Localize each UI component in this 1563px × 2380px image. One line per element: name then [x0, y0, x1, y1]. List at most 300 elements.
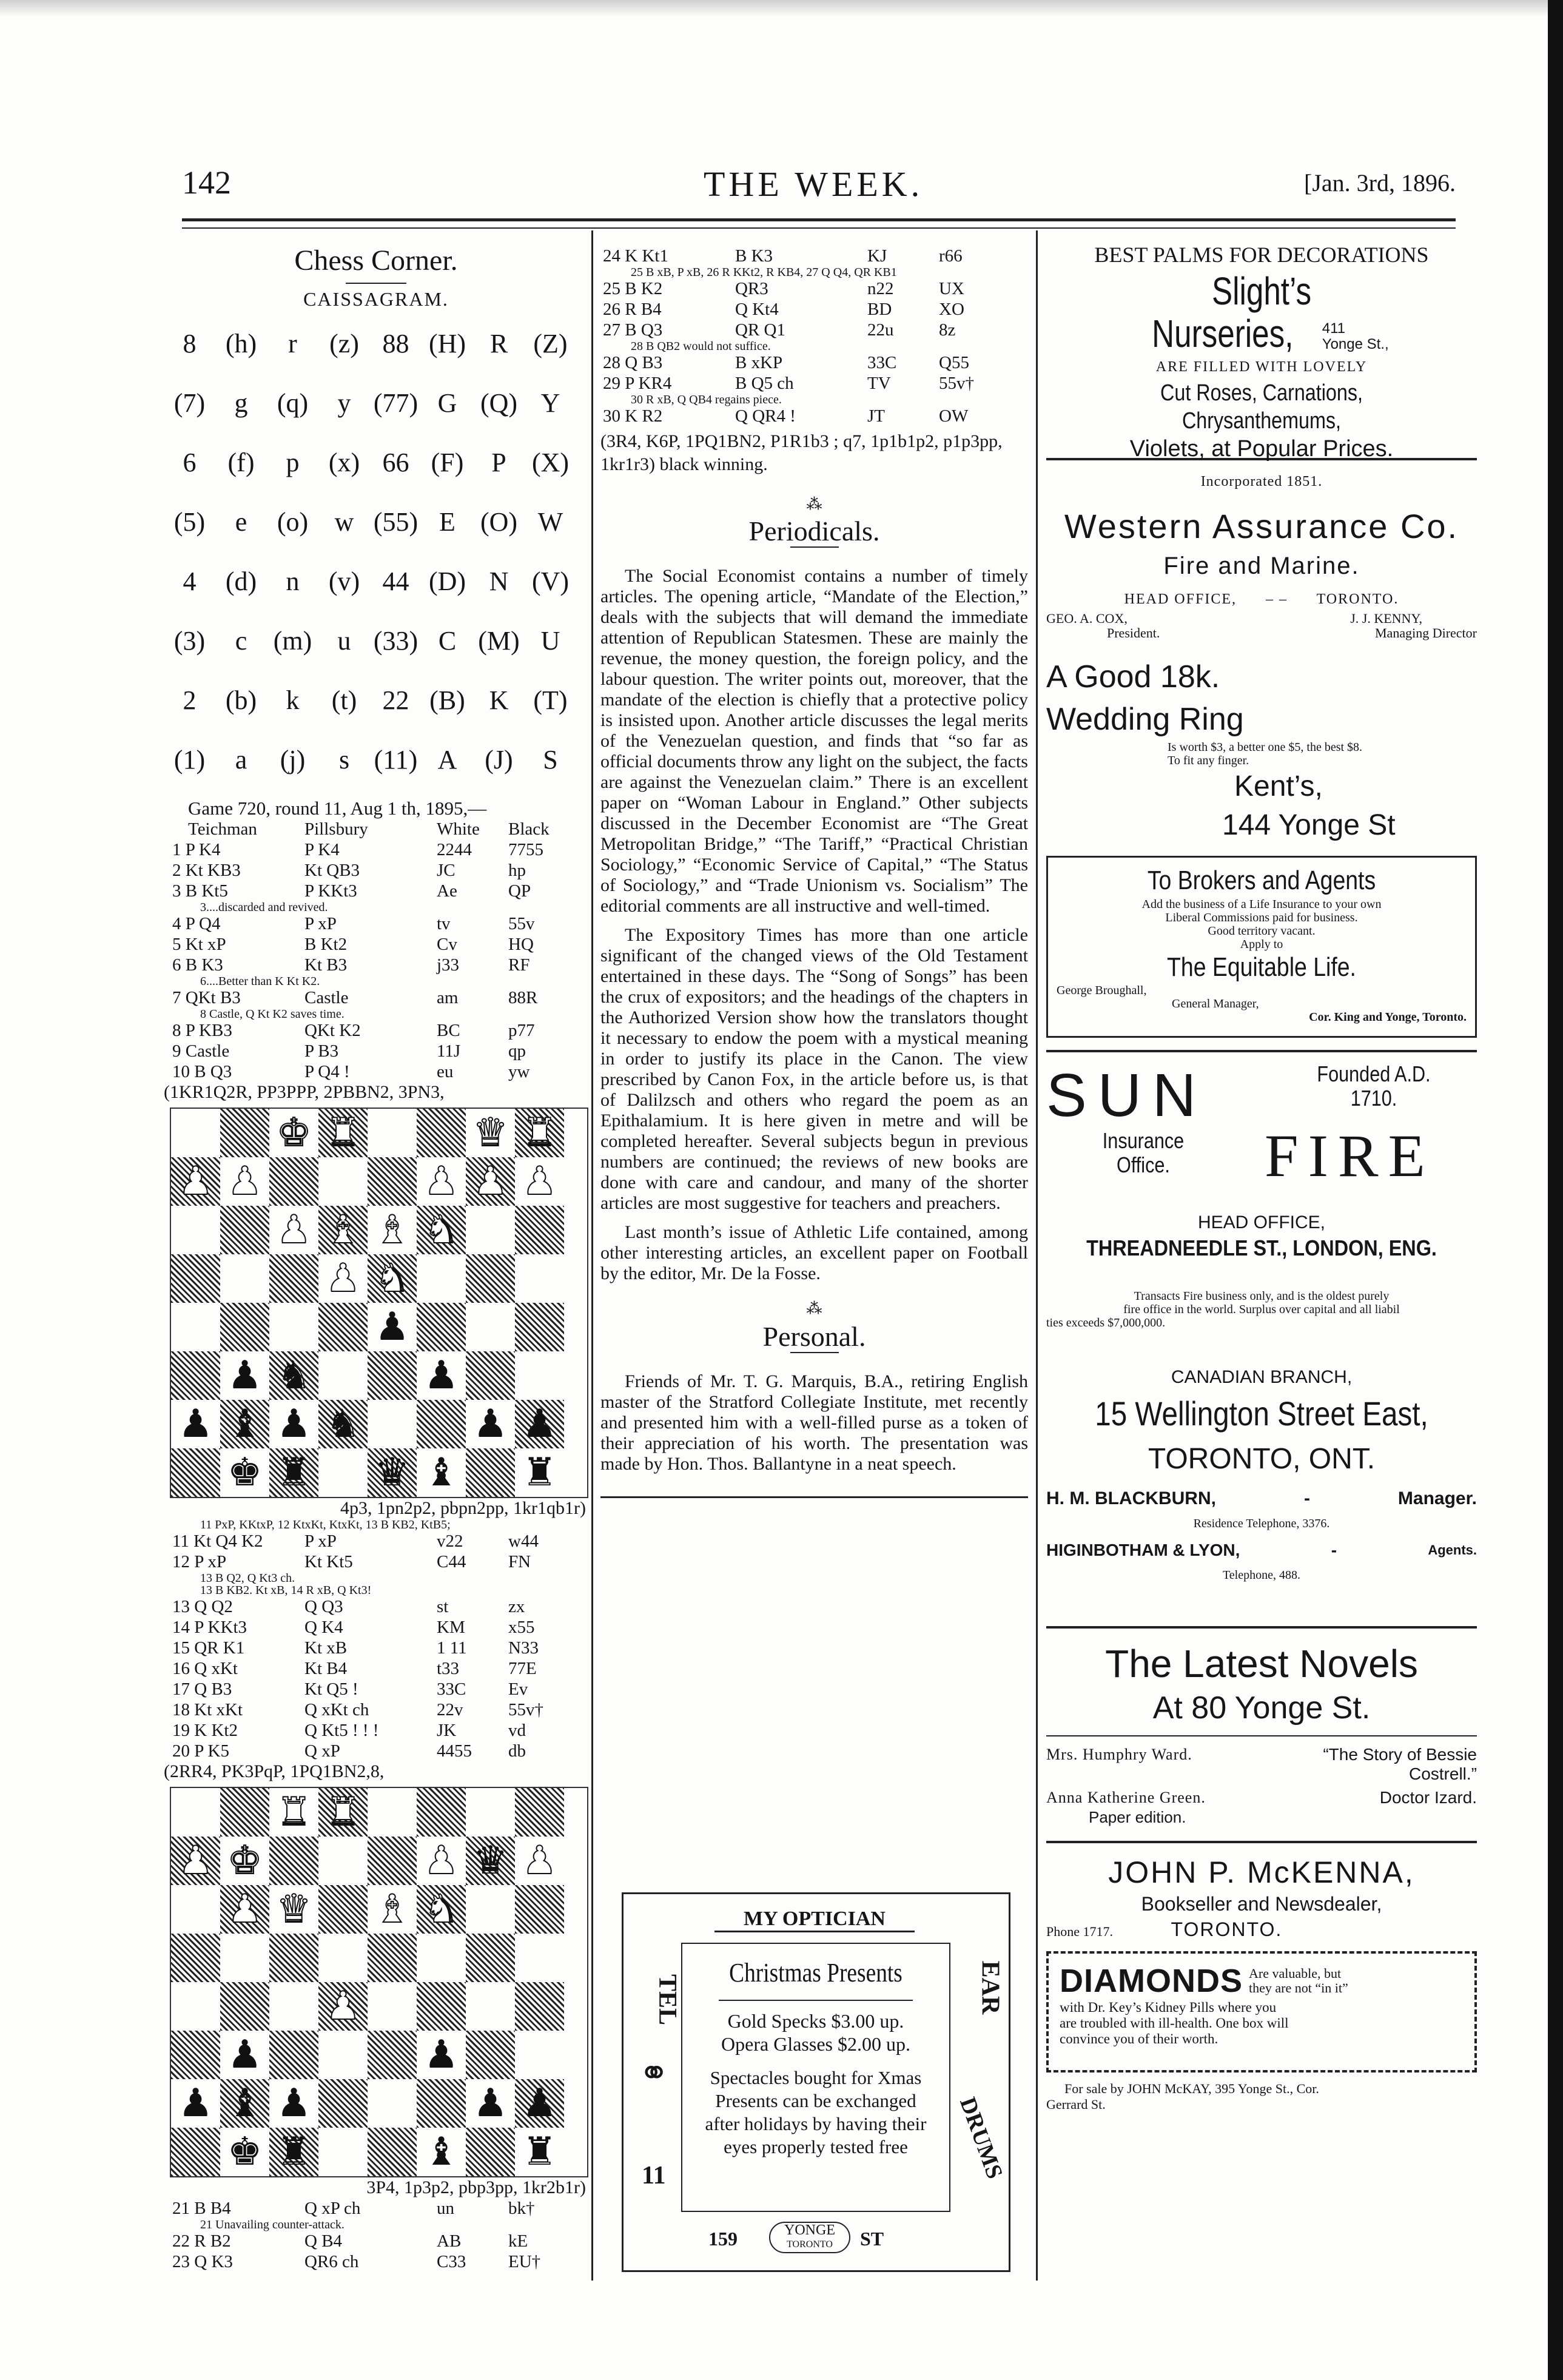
board-square: [368, 1788, 417, 1837]
sun-terms-2: fire office in the world. Surplus over capital and all liabil: [1123, 1303, 1400, 1316]
board-square: [318, 2128, 368, 2176]
black-code: hp: [508, 861, 526, 880]
white-code: 33C: [867, 353, 897, 372]
ad-rule-3: [1046, 1626, 1477, 1629]
board-square: [368, 2079, 417, 2128]
brokers-company: The Equitable Life.: [1167, 952, 1356, 982]
palms-name-row: [1046, 312, 1477, 355]
column-end-rule: [600, 1496, 1028, 1498]
caissagram-cell: (z): [329, 329, 359, 358]
board-square: [171, 2128, 220, 2176]
board-square: [318, 1448, 368, 1497]
board-square: [417, 1303, 466, 1351]
brokers-line-4: Apply to: [1240, 938, 1283, 951]
move-row: [600, 246, 976, 266]
optician-city: TORONTO: [787, 2239, 833, 2250]
mckenna-footer: [1046, 1917, 1477, 1944]
board-square: [515, 2031, 564, 2079]
optician-title: Christmas Presents: [729, 1958, 903, 1988]
board-square: [515, 1254, 564, 1303]
board-square: [515, 1157, 564, 1206]
black-code: qp: [508, 1041, 526, 1061]
board-square: [368, 1885, 417, 1934]
western-director-name: J. J. KENNY,: [1350, 611, 1422, 626]
caissagram-cell: 2: [183, 685, 197, 715]
board-square: [171, 1837, 220, 1885]
black-move: Q xP: [304, 1741, 340, 1761]
board-square: [318, 1351, 368, 1400]
white-code: eu: [437, 1062, 454, 1081]
black-bishop-icon: ♝: [423, 2130, 459, 2174]
move-row: [170, 955, 552, 975]
moves-table-1: [170, 819, 552, 1082]
white-pawn-icon: ♟: [423, 1159, 459, 1204]
black-code: 55v†: [939, 374, 974, 393]
optician-body: Spectacles bought for Xmas Presents can be exchanged after holidays by having their eyes properly tested free: [705, 2067, 927, 2157]
sun-word: SUN: [1046, 1061, 1208, 1129]
white-pawn-icon: ♟: [178, 1159, 213, 1204]
black-move: Kt QB3: [304, 861, 360, 880]
caissagram-grid: [164, 314, 588, 790]
black-code: 55v†: [508, 1700, 543, 1719]
white-pawn-icon: ♟: [227, 1159, 263, 1204]
white-move: 10 B Q3: [172, 1062, 232, 1081]
board-square: [417, 1206, 466, 1254]
optician-ear: EAR: [976, 1960, 1004, 2015]
white-move: 3 B Kt5: [172, 881, 228, 901]
black-code: 55v: [508, 914, 535, 933]
brokers-line-7: General Manager,: [1172, 997, 1259, 1010]
black-king-icon: ♚: [227, 1450, 263, 1495]
white-bishop-icon: ♝: [325, 1208, 361, 1252]
move-row: [170, 1596, 546, 1617]
ring-line-1: A Good 18k.: [1046, 659, 1220, 694]
white-move: 17 Q B3: [172, 1679, 232, 1699]
caissagram-cell: n: [286, 566, 300, 596]
board-square: [417, 1254, 466, 1303]
board-square: [318, 1934, 368, 1982]
optician-ad: [622, 1892, 1010, 2272]
move-note: 13 B Q2, Q Kt3 ch.: [200, 1572, 295, 1585]
western-president-name: GEO. A. COX,: [1046, 611, 1128, 626]
white-move: 19 K Kt2: [172, 1721, 238, 1740]
mckenna-subtitle: Bookseller and Newsdealer,: [1141, 1893, 1382, 1915]
caissagram-cell: 66: [382, 448, 409, 477]
white-code: TV: [867, 374, 891, 393]
board-square: [171, 1400, 220, 1448]
western-incorporated: Incorporated 1851.: [1200, 474, 1323, 489]
white-move: 23 Q K3: [172, 2252, 233, 2271]
black-code: N33: [508, 1638, 539, 1658]
board-square: [515, 2079, 564, 2128]
white-code: 22v: [437, 1700, 463, 1719]
black-move: P B3: [304, 1041, 339, 1061]
optician-number: 159: [708, 2228, 738, 2250]
white-pawn-icon: ♟: [423, 1838, 459, 1883]
black-code: yw: [508, 1062, 530, 1081]
white-code: st: [437, 1597, 449, 1616]
caissagram-cell: 8: [183, 329, 197, 358]
black-knight-icon: ♞: [276, 1353, 312, 1398]
novels-rule: [1046, 1735, 1477, 1736]
board-square: [220, 1934, 269, 1982]
white-move: 22 R B2: [172, 2231, 231, 2251]
board-square: [220, 1448, 269, 1497]
white-knight-icon: ♞: [423, 1208, 459, 1252]
diamonds-tagline: [1249, 1966, 1348, 1995]
caissagram-cell: (m): [273, 626, 312, 656]
white-move: 9 Castle: [172, 1041, 230, 1061]
move-note: 28 B QB2 would not suffice.: [631, 340, 771, 353]
black-move: Castle: [304, 988, 349, 1007]
caissagram-cell: (v): [328, 566, 360, 596]
caissagram-cell: c: [235, 626, 247, 656]
white-move: 1 P K4: [172, 840, 221, 859]
sun-telephone: Telephone, 488.: [1222, 1568, 1300, 1582]
novels-author-1: Mrs. Humphry Ward.: [1046, 1746, 1192, 1763]
caissagram-cell: (x): [328, 448, 360, 477]
board-square: [466, 1254, 515, 1303]
black-pawn-icon: ♟: [227, 2032, 263, 2077]
white-move: 11 Kt Q4 K2: [172, 1531, 263, 1551]
sun-manager: [1046, 1487, 1477, 1511]
black-code: bk†: [508, 2199, 535, 2218]
optician-street: YONGE: [784, 2222, 835, 2238]
black-code: Q55: [939, 353, 969, 372]
ring-ad: [1046, 656, 1477, 856]
white-code: 1 11: [437, 1638, 467, 1658]
white-code: KJ: [867, 246, 887, 266]
white-pawn-icon: ♟: [522, 1838, 557, 1883]
caissagram-cell: (33): [373, 626, 418, 656]
black-move: Q Kt4: [735, 300, 779, 319]
caissagram-cell: Y: [540, 388, 560, 418]
white-move: 30 K R2: [603, 406, 663, 426]
board-square: [269, 1157, 318, 1206]
white-move: 25 B K2: [603, 279, 663, 298]
sun-agents-title: Agents.: [1428, 1542, 1477, 1558]
black-code: Ev: [508, 1679, 528, 1699]
black-code: kE: [508, 2231, 528, 2251]
chess-corner: [164, 243, 588, 2272]
brokers-line-3: Good territory vacant.: [1208, 924, 1316, 938]
white-code: JT: [867, 406, 885, 426]
board-square: [220, 1351, 269, 1400]
white-code: 4455: [437, 1741, 472, 1761]
caissagram-cell: 4: [183, 566, 197, 596]
move-row: [170, 1020, 552, 1041]
caissagram-cell: 22: [382, 685, 409, 715]
novels-ad: [1046, 1641, 1477, 1841]
white-move: 29 P KR4: [603, 374, 672, 393]
white-move: 12 P xP: [172, 1552, 227, 1572]
brokers-title: To Brokers and Agents: [1147, 866, 1376, 895]
black-pawn-icon: ♟: [276, 2081, 312, 2126]
white-code: Cv: [437, 935, 457, 954]
board-square: [466, 1448, 515, 1497]
optician-tel-num: 11: [642, 2162, 666, 2190]
diamonds-line-5: convince you of their worth.: [1060, 2031, 1218, 2046]
black-move: B Q5 ch: [735, 374, 794, 393]
black-move: Q xKt ch: [304, 1700, 369, 1719]
black-king-icon: ♚: [227, 2130, 263, 2174]
board-square: [417, 1837, 466, 1885]
move-note-row: [170, 1584, 546, 1596]
board-square: [318, 1157, 368, 1206]
page-number: 142: [182, 164, 231, 201]
caissagram-cell: (q): [277, 388, 309, 418]
black-move: Kt xB: [304, 1638, 348, 1658]
board-square: [515, 1206, 564, 1254]
white-bishop-icon: ♝: [374, 1208, 410, 1252]
white-rook-icon: ♜: [522, 1111, 557, 1155]
white-queen-icon: ♛: [276, 1887, 312, 1932]
move-row: [170, 1617, 546, 1638]
white-pawn-icon: ♟: [276, 1208, 312, 1252]
novels-line-2: At 80 Yonge St.: [1152, 1690, 1371, 1726]
board-square: [318, 1885, 368, 1934]
white-code: Ae: [437, 881, 457, 901]
move-row: [170, 881, 552, 901]
move-row: [600, 373, 976, 394]
sun-branch: CANADIAN BRANCH,: [1171, 1367, 1353, 1387]
caissagram-cell: (77): [373, 388, 418, 418]
ads-column: [1046, 240, 1477, 2113]
move-row: [170, 934, 552, 955]
caissagram-cell: (Q): [480, 388, 518, 418]
western-officers: [1046, 611, 1477, 640]
board-square: [466, 2031, 515, 2079]
caissagram-cell: (O): [480, 507, 518, 537]
move-row: [600, 406, 976, 426]
board-square: [220, 1157, 269, 1206]
move-note-row: [170, 1008, 552, 1020]
board-square: [466, 1837, 515, 1885]
black-pawn-icon: ♟: [178, 1402, 213, 1447]
black-knight-icon: ♞: [325, 1402, 361, 1447]
column-rule-2: [1036, 230, 1038, 2281]
caissagram-cell: U: [540, 626, 560, 656]
board-square: [417, 1109, 466, 1157]
column-rule-1: [591, 230, 593, 2281]
caissagram-cell: P: [491, 448, 506, 477]
mckenna-name: JOHN P. McKENNA,: [1108, 1855, 1415, 1889]
western-subtitle: Fire and Marine.: [1163, 553, 1360, 579]
white-code: JK: [437, 1721, 457, 1740]
palms-line-3: Cut Roses, Carnations, Chrysanthemums,: [1160, 380, 1363, 434]
caissagram-cell: p: [286, 448, 300, 477]
move-note-row: [170, 2219, 543, 2231]
issue-date: [Jan. 3rd, 1896.: [1304, 169, 1456, 197]
board-square: [269, 2128, 318, 2176]
black-pawn-icon: ♟: [423, 1353, 459, 1398]
board-square: [368, 2031, 417, 2079]
black-rook-icon: ♜: [276, 1450, 312, 1495]
palms-ad: [1046, 240, 1477, 462]
board-square: [171, 1885, 220, 1934]
board-square: [220, 1109, 269, 1157]
chess-heading: Chess Corner.: [294, 244, 458, 277]
middle-column: [600, 246, 1028, 1498]
board-square: [368, 1982, 417, 2031]
sun-manager-dash: -: [1303, 1488, 1310, 1508]
board-square: [318, 1400, 368, 1448]
move-note-row: [600, 266, 976, 278]
final-position: (3R4, K6P, 1PQ1BN2, P1R1b3 ; q7, 1p1b1p2, p1p3pp, 1kr1r3) black winning.: [600, 431, 1003, 474]
ad-rule-4: [1046, 1841, 1477, 1843]
black-move: P KKt3: [304, 881, 357, 901]
white-move: 28 Q B3: [603, 353, 663, 372]
white-pawn-icon: ♟: [522, 1159, 557, 1204]
sun-insurance: [1092, 1129, 1195, 1177]
board-square: [171, 1206, 220, 1254]
ad-rule-2: [1046, 1050, 1477, 1052]
move-row: [600, 352, 976, 373]
board-square: [368, 1400, 417, 1448]
western-office-city: TORONTO.: [1316, 591, 1399, 607]
brokers-ad: [1046, 856, 1477, 1038]
caissagram-cell: E: [439, 507, 455, 537]
periodicals-para-2: The Expository Times has more than one article significant of the changed views of the Old Testament entertained in these days. The “Song of Songs” has been the crux of expositors; and the headings of the chapters in the Authorized Version show how the translators thought it necessary to endow the poem with a mystical meaning in order to justify its place in the Canon. The view prescribed by Canon Fox, in the article before us, is that of Dalilzsch and others who regard the poem as an Epithalamium. It is here given in metre and will be completed hereafter. Several subjects begun in previous numbers are continued; the reviews of new books are done with care and candour, and many of the shorter articles are most suggestive for teachers and preachers.: [600, 925, 1028, 1213]
board-square: [318, 1788, 368, 1837]
sun-office-label: Office.: [1117, 1152, 1170, 1177]
board-square: [269, 2031, 318, 2079]
moves-table-3: [170, 2198, 543, 2272]
board-square: [368, 1837, 417, 1885]
white-code: JC: [437, 861, 455, 880]
black-rook-icon: ♜: [522, 2130, 557, 2174]
black-pawn-icon: ♟: [472, 1402, 508, 1447]
black-queen-icon: ♛: [374, 1450, 410, 1495]
board-square: [466, 2079, 515, 2128]
black-move: QR6 ch: [304, 2252, 359, 2271]
board-square: [515, 1885, 564, 1934]
black-pawn-icon: ♟: [472, 2081, 508, 2126]
game-intro: Game 720, round 11, Aug 1 th, 1895,—: [188, 798, 487, 819]
diamonds-line-4: are troubled with ill-health. One box will: [1060, 2015, 1289, 2031]
novels-edition: Paper edition.: [1089, 1808, 1186, 1826]
board-square: [269, 1206, 318, 1254]
page-header: [182, 164, 1456, 206]
white-move: 4 P Q4: [172, 914, 221, 933]
caissagram-cell: k: [286, 685, 300, 715]
caissagram-cell: (H): [428, 329, 466, 358]
board-square: [368, 1157, 417, 1206]
black-code: db: [508, 1741, 526, 1761]
board-square: [171, 1109, 220, 1157]
black-move: Kt Kt5: [304, 1552, 353, 1572]
board-square: [466, 1885, 515, 1934]
white-code: t33: [437, 1659, 460, 1678]
sun-terms-1: Transacts Fire business only, and is the oldest purely: [1134, 1289, 1390, 1303]
optician-line-2: Opera Glasses $2.00 up.: [721, 2033, 910, 2055]
spectacles-icon: ⚭: [639, 2053, 670, 2093]
black-bishop-icon: ♝: [423, 1450, 459, 1495]
board-square: [269, 1837, 318, 1885]
black-move: QR Q1: [735, 320, 785, 340]
move-note: 21 Unavailing counter-attack.: [200, 2218, 345, 2231]
board-square: [269, 1448, 318, 1497]
white-code: BD: [867, 300, 892, 319]
board-square: [171, 1254, 220, 1303]
caissagram-cell: (D): [428, 566, 466, 596]
board-square: [171, 1157, 220, 1206]
board-square: [466, 1157, 515, 1206]
western-office-label: HEAD OFFICE,: [1124, 591, 1237, 607]
board-square: [269, 1885, 318, 1934]
board-square: [171, 1351, 220, 1400]
white-move: 13 Q Q2: [172, 1597, 233, 1616]
caissagram-cell: (o): [277, 507, 309, 537]
caissagram-cell: (X): [531, 448, 570, 477]
board-square: [368, 1448, 417, 1497]
move-row: [170, 1720, 546, 1741]
board-square: [368, 2128, 417, 2176]
board-square: [466, 1206, 515, 1254]
white-pawn-icon: ♟: [325, 1984, 361, 2029]
black-code: vd: [508, 1721, 526, 1740]
caissagram-cell: (h): [225, 329, 257, 358]
black-code: 77E: [508, 1659, 537, 1678]
mckenna-phone: Phone 1717.: [1046, 1924, 1113, 1939]
board-square: [171, 1448, 220, 1497]
ring-line-4: To fit any finger.: [1168, 754, 1249, 767]
palms-address: [1322, 321, 1389, 352]
black-code: r66: [939, 246, 963, 266]
board-square: [318, 1254, 368, 1303]
palms-addr-num: 411: [1322, 320, 1346, 337]
black-pawn-icon: ♟: [522, 2081, 557, 2126]
board-square: [515, 2128, 564, 2176]
mckenna-city: TORONTO.: [1171, 1918, 1283, 1940]
black-code: zx: [508, 1597, 525, 1616]
board-square: [368, 1351, 417, 1400]
white-bishop-icon: ♝: [374, 1887, 410, 1932]
optician-banner: MY OPTICIAN: [714, 1908, 915, 1932]
variation-note: 11 PxP, KKtxP, 12 KtxKt, KtxKt, 13 B KB2, KtB5;: [200, 1518, 451, 1531]
caissagram-cell: K: [489, 685, 509, 715]
black-move: Q xP ch: [304, 2199, 361, 2218]
white-move: 24 K Kt1: [603, 246, 668, 266]
black-bishop-icon: ♝: [227, 2081, 263, 2126]
caissagram-cell: (F): [431, 448, 464, 477]
black-move: P K4: [304, 840, 340, 859]
white-pawn-icon: ♟: [472, 1159, 508, 1204]
move-note-row: [600, 340, 976, 352]
western-president: [1046, 611, 1160, 640]
black-pawn-icon: ♟: [374, 1305, 410, 1350]
caissagram-cell: (3): [173, 626, 206, 656]
board-square: [269, 1351, 318, 1400]
black-code: QP: [508, 881, 531, 901]
black-code: FN: [508, 1552, 531, 1572]
caissagram-cell: (d): [225, 566, 257, 596]
board-square: [417, 2128, 466, 2176]
black-code: 8z: [939, 320, 956, 340]
sun-agents-name: HIGINBOTHAM & LYON,: [1046, 1541, 1240, 1559]
novels-book-1: [1046, 1745, 1477, 1784]
board-square: [417, 2031, 466, 2079]
board-square: [171, 2079, 220, 2128]
sun-founded-label: Founded A.D.: [1317, 1061, 1431, 1086]
move-note: 6....Better than K Kt K2.: [200, 975, 320, 988]
black-move: Kt B3: [304, 955, 348, 975]
white-move: 20 P K5: [172, 1741, 229, 1761]
move-note: 25 B xB, P xB, 26 R KKt2, R KB4, 27 Q Q4, QR KB1: [631, 266, 897, 279]
diamonds-tagline-1: Are valuable, but: [1249, 1966, 1342, 1981]
white-code: am: [437, 988, 459, 1007]
move-note: 30 R xB, Q QB4 regains piece.: [631, 393, 782, 406]
